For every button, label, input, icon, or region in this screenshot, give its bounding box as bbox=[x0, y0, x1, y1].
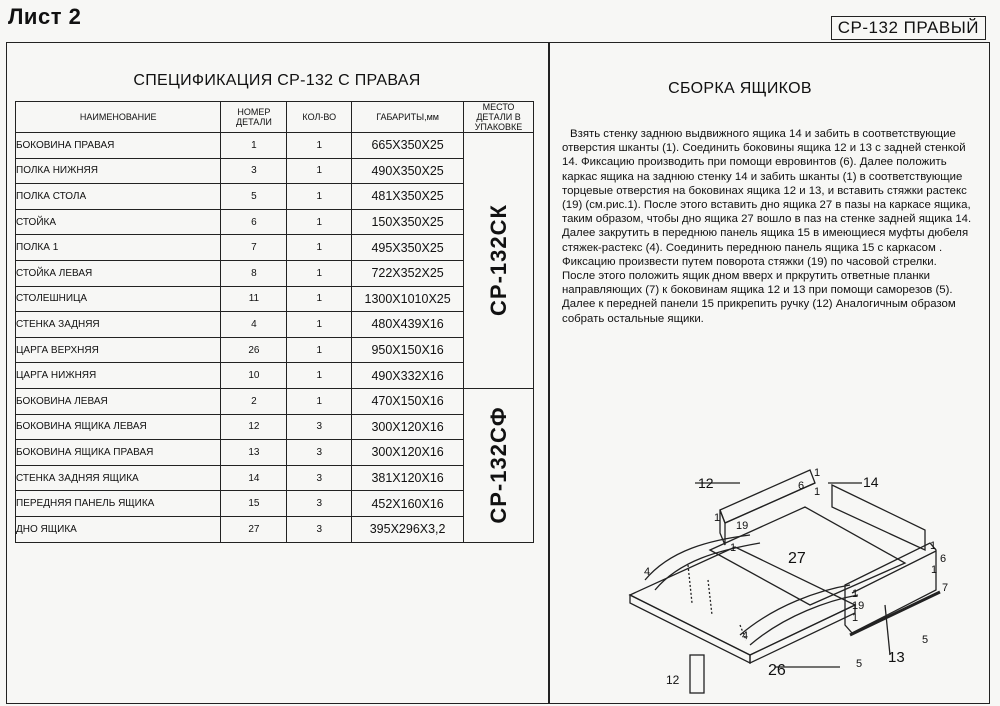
label-14: 14 bbox=[863, 474, 879, 490]
table-row bbox=[16, 260, 534, 286]
label-7: 7 bbox=[942, 582, 949, 594]
drawer-side-12-shape bbox=[720, 470, 815, 523]
cell-number: 11 bbox=[221, 286, 287, 312]
cell-name: СТЕНКА ЗАДНЯЯ bbox=[16, 312, 221, 338]
cell-name: БОКОВИНА ЛЕВАЯ bbox=[16, 388, 221, 414]
drawing-small-labels bbox=[644, 467, 948, 670]
label-1-a: 1 bbox=[814, 467, 821, 479]
table-row bbox=[16, 235, 534, 261]
table-row bbox=[16, 286, 534, 312]
cell-dims: 490X350X25 bbox=[352, 158, 464, 184]
cell-dims: 1300X1010X25 bbox=[352, 286, 464, 312]
table-row bbox=[16, 388, 534, 414]
cell-dims: 452X160X16 bbox=[352, 491, 464, 517]
cell-qty: 1 bbox=[287, 235, 352, 261]
label-4-b: 4 bbox=[742, 630, 749, 642]
label-6-b: 6 bbox=[940, 553, 947, 565]
table-header-row bbox=[16, 102, 534, 133]
cell-qty: 1 bbox=[287, 209, 352, 235]
col-header-dims: ГАБАРИТЫ,мм bbox=[352, 102, 464, 133]
label-1-g: 1 bbox=[852, 588, 859, 600]
sheet-label: Лист 2 bbox=[8, 4, 82, 29]
label-26: 26 bbox=[768, 662, 786, 679]
col-header-qty: КОЛ-ВО bbox=[287, 102, 352, 133]
cell-number: 7 bbox=[221, 235, 287, 261]
cell-name: ПОЛКА СТОЛА bbox=[16, 184, 221, 210]
table-row bbox=[16, 465, 534, 491]
table-row bbox=[16, 133, 534, 159]
table-row bbox=[16, 312, 534, 338]
cell-name: БОКОВИНА ЯЩИКА ПРАВАЯ bbox=[16, 440, 221, 466]
cell-number: 1 bbox=[221, 133, 287, 159]
column-divider bbox=[548, 42, 550, 704]
cell-qty: 1 bbox=[287, 388, 352, 414]
cell-qty: 3 bbox=[287, 414, 352, 440]
cell-name: БОКОВИНА ЯЩИКА ЛЕВАЯ bbox=[16, 414, 221, 440]
cell-name: ПОЛКА НИЖНЯЯ bbox=[16, 158, 221, 184]
cell-qty: 1 bbox=[287, 312, 352, 338]
table-row bbox=[16, 440, 534, 466]
cell-number: 15 bbox=[221, 491, 287, 517]
cell-qty: 3 bbox=[287, 516, 352, 542]
cell-name: СТОЙКА bbox=[16, 209, 221, 235]
cell-name: ЦАРГА НИЖНЯЯ bbox=[16, 363, 221, 389]
label-5-b: 5 bbox=[856, 658, 863, 670]
cell-number: 14 bbox=[221, 465, 287, 491]
table-row bbox=[16, 209, 534, 235]
cell-dims: 300X120X16 bbox=[352, 414, 464, 440]
table-row bbox=[16, 158, 534, 184]
cell-name: СТОЛЕШНИЦА bbox=[16, 286, 221, 312]
cell-name: ДНО ЯЩИКА bbox=[16, 516, 221, 542]
drawer-assembly-drawing bbox=[600, 455, 980, 700]
label-1-d: 1 bbox=[730, 542, 737, 554]
cell-qty: 3 bbox=[287, 465, 352, 491]
label-1-e: 1 bbox=[930, 540, 937, 552]
cell-dims: 950X150X16 bbox=[352, 337, 464, 363]
table-row bbox=[16, 491, 534, 517]
label-12-bottom: 12 bbox=[666, 673, 680, 687]
table-row bbox=[16, 337, 534, 363]
model-label: СР-132 ПРАВЫЙ bbox=[831, 16, 986, 40]
cell-number: 26 bbox=[221, 337, 287, 363]
cell-qty: 1 bbox=[287, 133, 352, 159]
cell-number: 2 bbox=[221, 388, 287, 414]
cell-name: СТОЙКА ЛЕВАЯ bbox=[16, 260, 221, 286]
label-1-b: 1 bbox=[814, 486, 821, 498]
cell-name: ПОЛКА 1 bbox=[16, 235, 221, 261]
assembly-instructions bbox=[562, 127, 972, 326]
cell-dims: 395X296X3,2 bbox=[352, 516, 464, 542]
cell-number: 12 bbox=[221, 414, 287, 440]
cell-qty: 1 bbox=[287, 158, 352, 184]
package-cell bbox=[464, 388, 534, 542]
cell-name: БОКОВИНА ПРАВАЯ bbox=[16, 133, 221, 159]
cell-qty: 3 bbox=[287, 491, 352, 517]
col-header-pack: МЕСТО ДЕТАЛИ В УПАКОВКЕ bbox=[464, 102, 534, 133]
cell-dims: 495X350X25 bbox=[352, 235, 464, 261]
cell-number: 6 bbox=[221, 209, 287, 235]
label-5-a: 5 bbox=[922, 634, 929, 646]
cell-dims: 490X332X16 bbox=[352, 363, 464, 389]
label-27: 27 bbox=[788, 550, 806, 567]
cell-number: 27 bbox=[221, 516, 287, 542]
cell-name: ЦАРГА ВЕРХНЯЯ bbox=[16, 337, 221, 363]
cell-qty: 1 bbox=[287, 363, 352, 389]
cell-number: 3 bbox=[221, 158, 287, 184]
label-12-top: 12 bbox=[698, 475, 714, 491]
cell-dims: 300X120X16 bbox=[352, 440, 464, 466]
table-row bbox=[16, 184, 534, 210]
label-1-c: 1 bbox=[714, 512, 721, 524]
handle-12-shape bbox=[690, 655, 704, 693]
cell-qty: 3 bbox=[287, 440, 352, 466]
back-wall-14-shape bbox=[832, 485, 925, 550]
label-19-b: 19 bbox=[852, 600, 865, 612]
assembly-title: СБОРКА ЯЩИКОВ bbox=[668, 80, 812, 97]
cell-number: 13 bbox=[221, 440, 287, 466]
cell-dims: 480X439X16 bbox=[352, 312, 464, 338]
package-label: СР-132СК bbox=[485, 204, 511, 317]
label-1-h: 1 bbox=[852, 612, 859, 624]
package-cell bbox=[464, 133, 534, 389]
cell-dims: 665X350X25 bbox=[352, 133, 464, 159]
cell-qty: 1 bbox=[287, 184, 352, 210]
assembly-text: Взять стенку заднюю выдвижного ящика 14 и забить в соответствующие отверстия шканты (1). Соединить боковины ящика 12 и 13 с задней стенкой 14. Фиксацию производить при помощи евровинтов (6). Далее положить каркас ящика на заднюю стенку 14 и забить шканты (1) в соответствующие торцевые отверстия на боковинах ящика 12 и 13, и вставить стяжки растекс (19) (см.рис.1). После этого вставить дно ящика 27 в пазы на каркасе ящика, таким образом, чтобы дно ящика 27 вошло в паз на стенке задней ящика 14. Далее закрутить в переднюю панель ящика 15 в имеющиеся муфты дюбеля стяжек-растекс (4). Соединить переднюю панель ящика 15 с каркасом . Фиксацию произвести путем поворота стяжки (19) по часовой стрелки. После этого положить ящик дном вверх и пркрутить ответные планки направляющих (7) к боковинам ящика 12 и 13 при помощи саморезов (5). Далее к передней панели 15 прикрепить ручку (12) Аналогичным образом собрать остальные ящики. bbox=[562, 128, 972, 325]
cell-qty: 1 bbox=[287, 286, 352, 312]
cell-dims: 470X150X16 bbox=[352, 388, 464, 414]
cell-name: СТЕНКА ЗАДНЯЯ ЯЩИКА bbox=[16, 465, 221, 491]
label-6-a: 6 bbox=[798, 480, 805, 492]
spec-title: СПЕЦИФИКАЦИЯ СР-132 С ПРАВАЯ bbox=[133, 72, 421, 89]
table-row bbox=[16, 516, 534, 542]
label-1-f: 1 bbox=[931, 564, 938, 576]
table-row bbox=[16, 363, 534, 389]
cell-name: ПЕРЕДНЯЯ ПАНЕЛЬ ЯЩИКА bbox=[16, 491, 221, 517]
package-label: СР-132СФ bbox=[485, 406, 511, 524]
table-row bbox=[16, 414, 534, 440]
label-4-a: 4 bbox=[644, 566, 651, 578]
cell-number: 8 bbox=[221, 260, 287, 286]
cell-dims: 150X350X25 bbox=[352, 209, 464, 235]
drawer-side-13-shape bbox=[845, 543, 936, 633]
col-header-number: НОМЕР ДЕТАЛИ bbox=[221, 102, 287, 133]
cell-dims: 722X352X25 bbox=[352, 260, 464, 286]
label-19-a: 19 bbox=[736, 520, 749, 532]
spec-table bbox=[15, 101, 534, 543]
cell-qty: 1 bbox=[287, 337, 352, 363]
cell-qty: 1 bbox=[287, 260, 352, 286]
spec-table-body bbox=[16, 133, 534, 543]
cell-number: 4 bbox=[221, 312, 287, 338]
label-13: 13 bbox=[888, 649, 905, 666]
cell-number: 10 bbox=[221, 363, 287, 389]
cell-dims: 381X120X16 bbox=[352, 465, 464, 491]
cell-number: 5 bbox=[221, 184, 287, 210]
cell-dims: 481X350X25 bbox=[352, 184, 464, 210]
col-header-name: НАИМЕНОВАНИЕ bbox=[16, 102, 221, 133]
